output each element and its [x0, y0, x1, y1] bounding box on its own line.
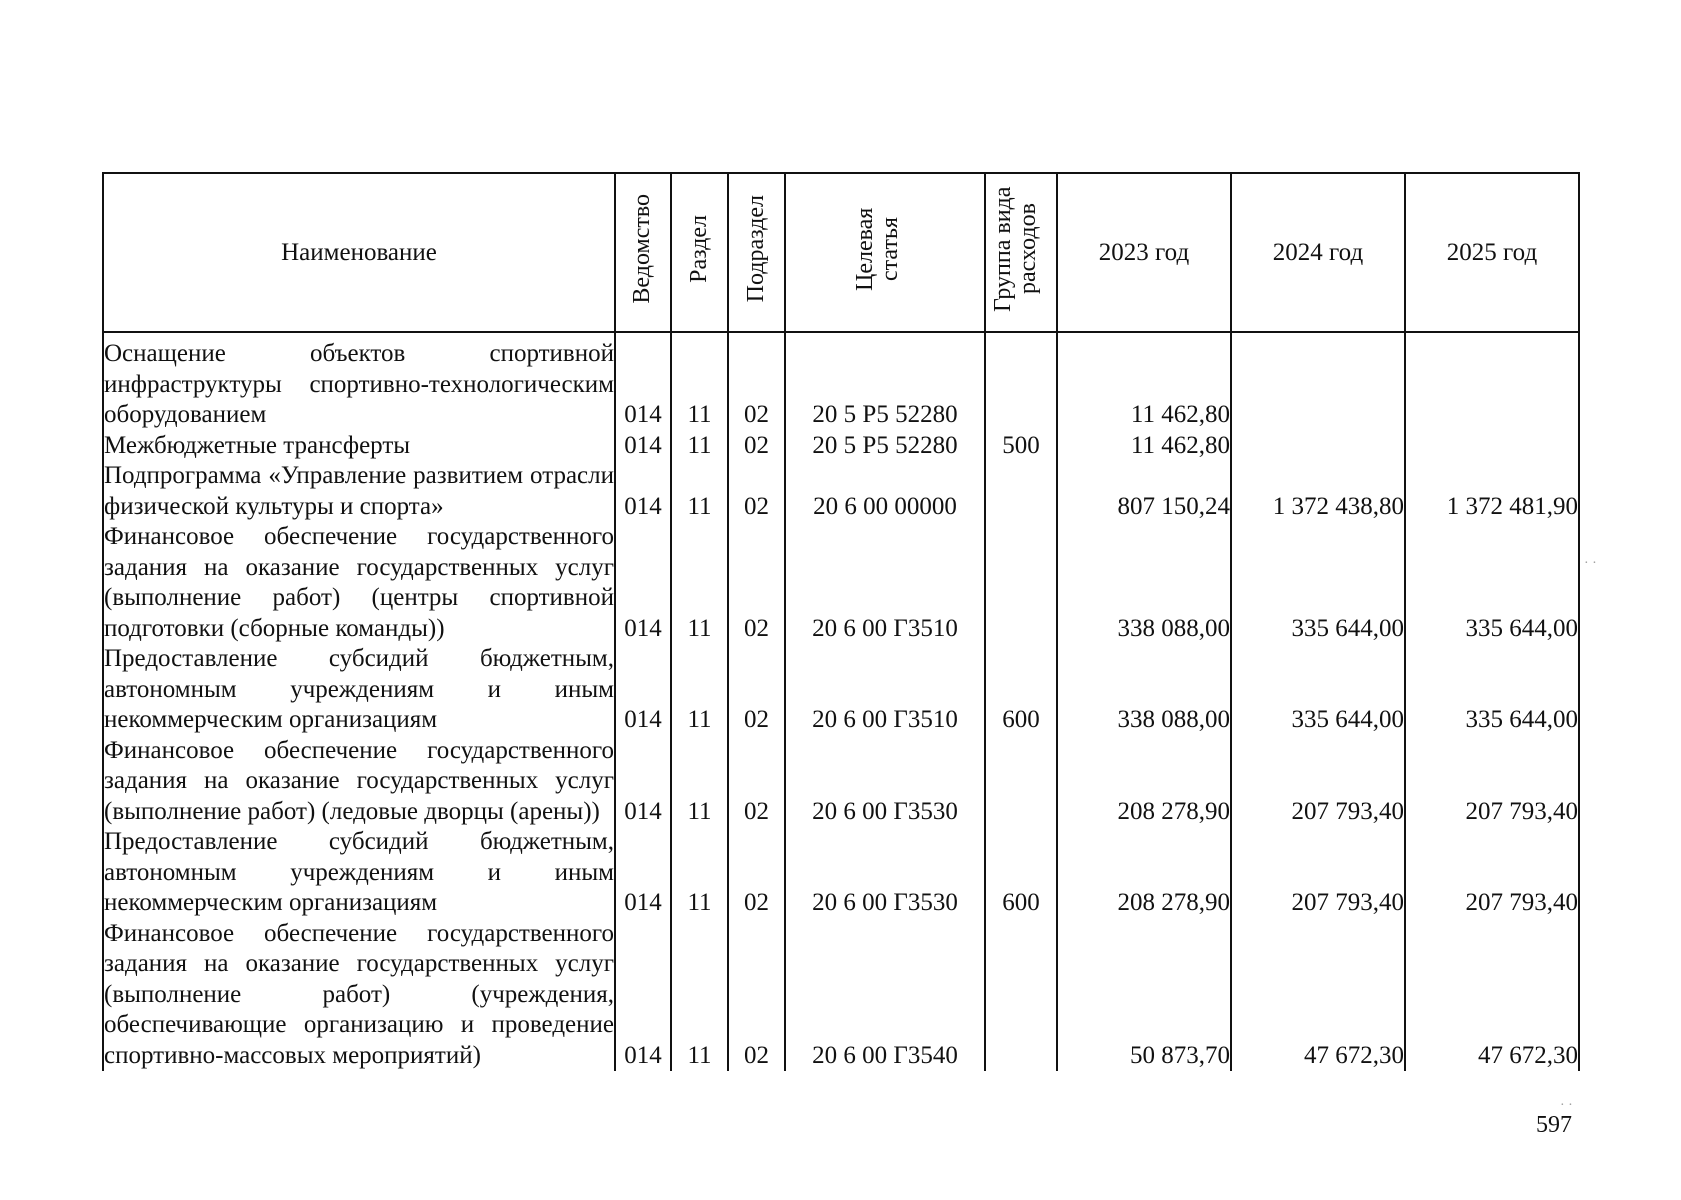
header-2024: 2024 год — [1231, 173, 1405, 332]
row-vedomstvo: 014 — [615, 431, 671, 462]
row-celevaya-statya: 20 5 Р5 52280 — [785, 431, 985, 462]
row-razdel: 11 — [671, 461, 728, 522]
row-gvr — [985, 522, 1057, 644]
row-celevaya-statya: 20 6 00 Г3530 — [785, 827, 985, 919]
row-gvr: 600 — [985, 827, 1057, 919]
row-2024 — [1231, 431, 1405, 462]
row-name: Предоставление субсидий бюджетным, автономным учреждениям и иным некоммерческим организациям — [103, 644, 615, 736]
table-row — [103, 522, 1579, 644]
row-celevaya-statya: 20 6 00 Г3510 — [785, 522, 985, 644]
row-vedomstvo: 014 — [615, 827, 671, 919]
row-2025 — [1405, 431, 1579, 462]
row-razdel: 11 — [671, 644, 728, 736]
table-row — [103, 736, 1579, 828]
header-2023: 2023 год — [1057, 173, 1231, 332]
row-name: Межбюджетные трансферты — [103, 431, 615, 462]
row-celevaya-statya: 20 6 00 00000 — [785, 461, 985, 522]
row-2023: 208 278,90 — [1057, 827, 1231, 919]
row-razdel: 11 — [671, 919, 728, 1072]
row-podrazdel: 02 — [728, 827, 785, 919]
row-razdel: 11 — [671, 431, 728, 462]
row-gvr: 600 — [985, 644, 1057, 736]
table-row — [103, 919, 1579, 1072]
budget-table — [102, 172, 1580, 1071]
row-name: Финансовое обеспечение государственного задания на оказание государственных услуг (выполнение работ) (учреждения, обеспечивающие организацию и проведение спортивно-массовых мероприятий) — [103, 919, 615, 1072]
header-razdel: Раздел — [671, 173, 728, 332]
row-2025 — [1405, 332, 1579, 431]
header-row — [103, 173, 1579, 332]
row-2025: 1 372 481,90 — [1405, 461, 1579, 522]
row-2025: 207 793,40 — [1405, 827, 1579, 919]
row-gvr — [985, 919, 1057, 1072]
table-row — [103, 431, 1579, 462]
row-2024: 207 793,40 — [1231, 827, 1405, 919]
row-2025: 335 644,00 — [1405, 644, 1579, 736]
row-podrazdel: 02 — [728, 332, 785, 431]
scan-speck: · · — [1584, 556, 1597, 571]
row-2023: 50 873,70 — [1057, 919, 1231, 1072]
row-vedomstvo: 014 — [615, 919, 671, 1072]
row-celevaya-statya: 20 6 00 Г3540 — [785, 919, 985, 1072]
header-name: Наименование — [103, 173, 615, 332]
row-podrazdel: 02 — [728, 644, 785, 736]
header-gruppa-vida-rashodov: Группа вида расходов — [985, 173, 1057, 332]
row-podrazdel: 02 — [728, 431, 785, 462]
header-vedomstvo: Ведомство — [615, 173, 671, 332]
row-vedomstvo: 014 — [615, 522, 671, 644]
row-podrazdel: 02 — [728, 919, 785, 1072]
row-name: Подпрограмма «Управление развитием отрасли физической культуры и спорта» — [103, 461, 615, 522]
row-2023: 11 462,80 — [1057, 332, 1231, 431]
table-row — [103, 827, 1579, 919]
row-name: Оснащение объектов спортивной инфраструктуры спортивно-технологическим оборудованием — [103, 332, 615, 431]
header-podrazdel: Подраздел — [728, 173, 785, 332]
row-2023: 338 088,00 — [1057, 522, 1231, 644]
row-podrazdel: 02 — [728, 461, 785, 522]
row-name: Финансовое обеспечение государственного задания на оказание государственных услуг (выполнение работ) (центры спортивной подготовки (сборные команды)) — [103, 522, 615, 644]
row-2024: 207 793,40 — [1231, 736, 1405, 828]
row-2024: 335 644,00 — [1231, 522, 1405, 644]
row-razdel: 11 — [671, 827, 728, 919]
row-gvr: 500 — [985, 431, 1057, 462]
row-razdel: 11 — [671, 332, 728, 431]
page-number: 597 — [1536, 1112, 1572, 1138]
row-vedomstvo: 014 — [615, 461, 671, 522]
scan-speck: · · — [1560, 1098, 1573, 1113]
table-row — [103, 461, 1579, 522]
row-gvr — [985, 461, 1057, 522]
row-celevaya-statya: 20 6 00 Г3530 — [785, 736, 985, 828]
row-razdel: 11 — [671, 736, 728, 828]
row-2025: 47 672,30 — [1405, 919, 1579, 1072]
row-2023: 338 088,00 — [1057, 644, 1231, 736]
header-2025: 2025 год — [1405, 173, 1579, 332]
row-2025: 207 793,40 — [1405, 736, 1579, 828]
row-2025: 335 644,00 — [1405, 522, 1579, 644]
row-2024: 1 372 438,80 — [1231, 461, 1405, 522]
row-celevaya-statya: 20 5 Р5 52280 — [785, 332, 985, 431]
row-2023: 208 278,90 — [1057, 736, 1231, 828]
header-celevaya-statya: Целевая статья — [785, 173, 985, 332]
row-name: Финансовое обеспечение государственного задания на оказание государственных услуг (выполнение работ) (ледовые дворцы (арены)) — [103, 736, 615, 828]
row-2023: 11 462,80 — [1057, 431, 1231, 462]
row-gvr — [985, 332, 1057, 431]
row-2024 — [1231, 332, 1405, 431]
row-vedomstvo: 014 — [615, 332, 671, 431]
table-row — [103, 332, 1579, 431]
row-vedomstvo: 014 — [615, 644, 671, 736]
row-gvr — [985, 736, 1057, 828]
row-name: Предоставление субсидий бюджетным, автономным учреждениям и иным некоммерческим организациям — [103, 827, 615, 919]
row-podrazdel: 02 — [728, 736, 785, 828]
row-2024: 335 644,00 — [1231, 644, 1405, 736]
row-podrazdel: 02 — [728, 522, 785, 644]
table-row — [103, 644, 1579, 736]
row-2024: 47 672,30 — [1231, 919, 1405, 1072]
row-vedomstvo: 014 — [615, 736, 671, 828]
row-2023: 807 150,24 — [1057, 461, 1231, 522]
row-celevaya-statya: 20 6 00 Г3510 — [785, 644, 985, 736]
row-razdel: 11 — [671, 522, 728, 644]
